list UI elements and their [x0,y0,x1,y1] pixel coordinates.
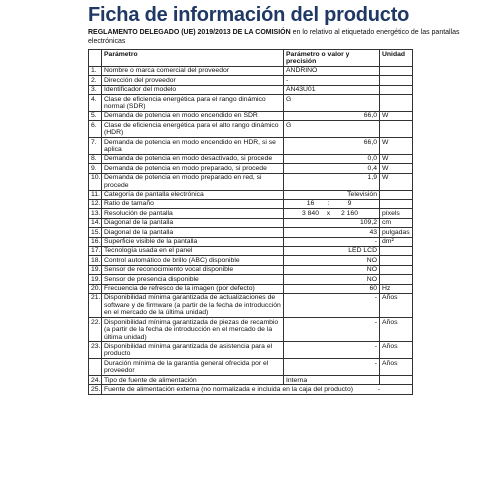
row-value: - [284,342,380,359]
row-parameter: Demanda de potencia en modo encendido en HDR, si se aplica [102,138,284,155]
table-row [89,293,413,317]
row-value [284,199,380,208]
row-parameter: Control automático de brillo (ABC) disponible [102,256,284,265]
table-row [89,228,413,237]
row-number: 9. [89,164,102,173]
row-parameter: Dirección del proveedor [102,76,284,85]
row-value [284,209,380,218]
value-part-a: 3 840 [301,209,319,217]
header-number-cell [89,50,102,67]
row-value: 0,4 [284,164,380,173]
row-number: 24. [89,376,102,385]
row-parameter: Diagonal de la pantalla [102,218,284,227]
row-unit [380,76,413,85]
table-row [89,256,413,265]
row-unit: Años [380,318,413,342]
row-number: 25. [89,385,102,394]
row-unit [380,85,413,94]
row-unit [380,66,413,75]
table-row [89,359,413,376]
row-value: 60 [284,284,380,293]
row-parameter: Demanda de potencia en modo preparado, si procede [102,164,284,173]
row-number: 13. [89,209,102,218]
table-row [89,318,413,342]
table-row [89,385,413,394]
row-value: NO [284,265,380,274]
row-unit: dm² [380,237,413,246]
row-value: 43 [284,228,380,237]
product-info-table [88,49,413,395]
row-parameter: Tecnología usada en el panel [102,246,284,255]
row-parameter: Sensor de presencia disponible [102,275,284,284]
table-row [89,95,413,112]
row-unit: Años [380,293,413,317]
table-row [89,246,413,255]
row-unit: Años [380,342,413,359]
row-parameter: Categoría de pantalla electrónica [102,190,284,199]
row-parameter: Disponibilidad mínima garantizada de actualizaciones de software y de firmware (a partir de la fecha de introducción en el mercado de la última unidad) [102,293,284,317]
row-parameter: Demanda de potencia en modo preparado en red, si procede [102,173,284,190]
table-row [89,190,413,199]
row-parameter: Disponibilidad mínima garantizada de asistencia para el producto [102,342,284,359]
row-number: 10. [89,173,102,190]
row-number: 7. [89,138,102,155]
row-parameter: Frecuencia de refresco de la imagen (por defecto) [102,284,284,293]
row-parameter-text: Fuente de alimentación externa (no normalizada e incluida en la caja del producto) [104,385,353,393]
table-row [89,218,413,227]
row-unit: Años [380,359,413,376]
table-row [89,154,413,163]
row-number: 2. [89,76,102,85]
table-row [89,342,413,359]
table-row [89,164,413,173]
table-body [89,66,413,394]
row-unit: píxels [380,209,413,218]
row-parameter: Disponibilidad mínima garantizada de piezas de recambio (a partir de la fecha de introducción en el mercado de la última unidad) [102,318,284,342]
row-unit: W [380,164,413,173]
row-number: 11. [89,190,102,199]
row-number: 8. [89,154,102,163]
row-number: 14. [89,218,102,227]
header-unit: Unidad [380,50,413,67]
row-unit: Hz [380,284,413,293]
row-value: - [284,76,380,85]
header-parameter: Parámetro [102,50,284,67]
row-number: 6. [89,121,102,138]
header-value: Parámetro o valor y precisión [284,50,380,67]
row-parameter [102,385,413,394]
value-separator: x [326,209,331,217]
regulation-description: en lo relativo al etiquetado energético de las pantallas electrónicas [88,29,460,45]
row-number: 15. [89,228,102,237]
row-unit: pulgadas [380,228,413,237]
row-parameter: Demanda de potencia en modo desactivado, si procede [102,154,284,163]
table-row [89,66,413,75]
row-unit [380,199,413,208]
row-value: 66,0 [284,111,380,120]
row-unit [380,376,413,385]
table-row [89,121,413,138]
value-separator: : [327,200,330,208]
row-value: G [284,95,380,112]
row-parameter: Sensor de reconocimiento vocal disponible [102,265,284,274]
regulation-reference: REGLAMENTO DELEGADO (UE) 2019/2013 DE LA COMISIÓN [88,29,291,36]
row-value: ANDRINO [284,66,380,75]
row-value: 1,9 [284,173,380,190]
table-row [89,173,413,190]
row-parameter: Clase de eficiencia energética para el alto rango dinámico (HDR) [102,121,284,138]
row-unit [380,121,413,138]
page-title: Ficha de información del producto [88,4,410,26]
row-number: 16. [89,237,102,246]
row-number: 4. [89,95,102,112]
regulation-subtitle [88,28,498,46]
table-row [89,284,413,293]
row-value: - [284,293,380,317]
row-parameter: Ratio de tamaño [102,199,284,208]
row-number: 18. [89,256,102,265]
row-number: 21. [89,293,102,317]
row-value: Interna [284,376,380,385]
row-unit [380,275,413,284]
row-value: 0,0 [284,154,380,163]
row-number: 17. [89,246,102,255]
row-value: 66,0 [284,138,380,155]
row-number: 1. [89,66,102,75]
row-unit [380,246,413,255]
row-parameter: Clase de eficiencia energética para el rango dinámico normal (SDR) [102,95,284,112]
table-row [89,76,413,85]
value-part-a: 16 [306,200,315,208]
table-row [89,376,413,385]
row-value: LED LCD [284,246,380,255]
row-unit [380,95,413,112]
row-parameter: Resolución de pantalla [102,209,284,218]
table-row [89,111,413,120]
table-row [89,199,413,208]
row-number: 19. [89,275,102,284]
row-parameter: Nombre o marca comercial del proveedor [102,66,284,75]
row-parameter: Duración mínima de la garantía general ofrecida por el proveedor [102,359,284,376]
row-unit [380,265,413,274]
row-number: 5. [89,111,102,120]
row-number: 3. [89,85,102,94]
row-value: NO [284,275,380,284]
row-number: 12. [89,199,102,208]
table-row [89,237,413,246]
row-value: Televisión [284,190,380,199]
row-parameter: Demanda de potencia en modo encendido en SDR [102,111,284,120]
value-part-b: 9 [347,200,352,208]
row-unit: W [380,173,413,190]
row-unit [380,256,413,265]
row-number: 19. [89,265,102,274]
row-parameter: Superficie visible de la pantalla [102,237,284,246]
value-part-b: 2 160 [340,209,358,217]
row-value: AN43U01 [284,85,380,94]
table-row [89,275,413,284]
table-header-row [89,50,413,67]
row-unit: W [380,111,413,120]
table-row [89,209,413,218]
row-unit: cm [380,218,413,227]
row-value: NO [284,256,380,265]
table-row [89,85,413,94]
row-unit: W [380,138,413,155]
row-parameter: Identificador del modelo [102,85,284,94]
row-unit: W [380,154,413,163]
row-number [89,359,102,376]
row-number: 20. [89,284,102,293]
row-value: - [377,385,380,393]
table-row [89,265,413,274]
row-value: - [284,237,380,246]
row-number: 22. [89,318,102,342]
row-parameter: Diagonal de la pantalla [102,228,284,237]
row-value: G [284,121,380,138]
row-number: 23. [89,342,102,359]
row-value: - [284,318,380,342]
row-value: - [284,359,380,376]
row-unit [380,190,413,199]
row-parameter: Tipo de fuente de alimentación [102,376,284,385]
row-value: 109,2 [284,218,380,227]
table-row [89,138,413,155]
